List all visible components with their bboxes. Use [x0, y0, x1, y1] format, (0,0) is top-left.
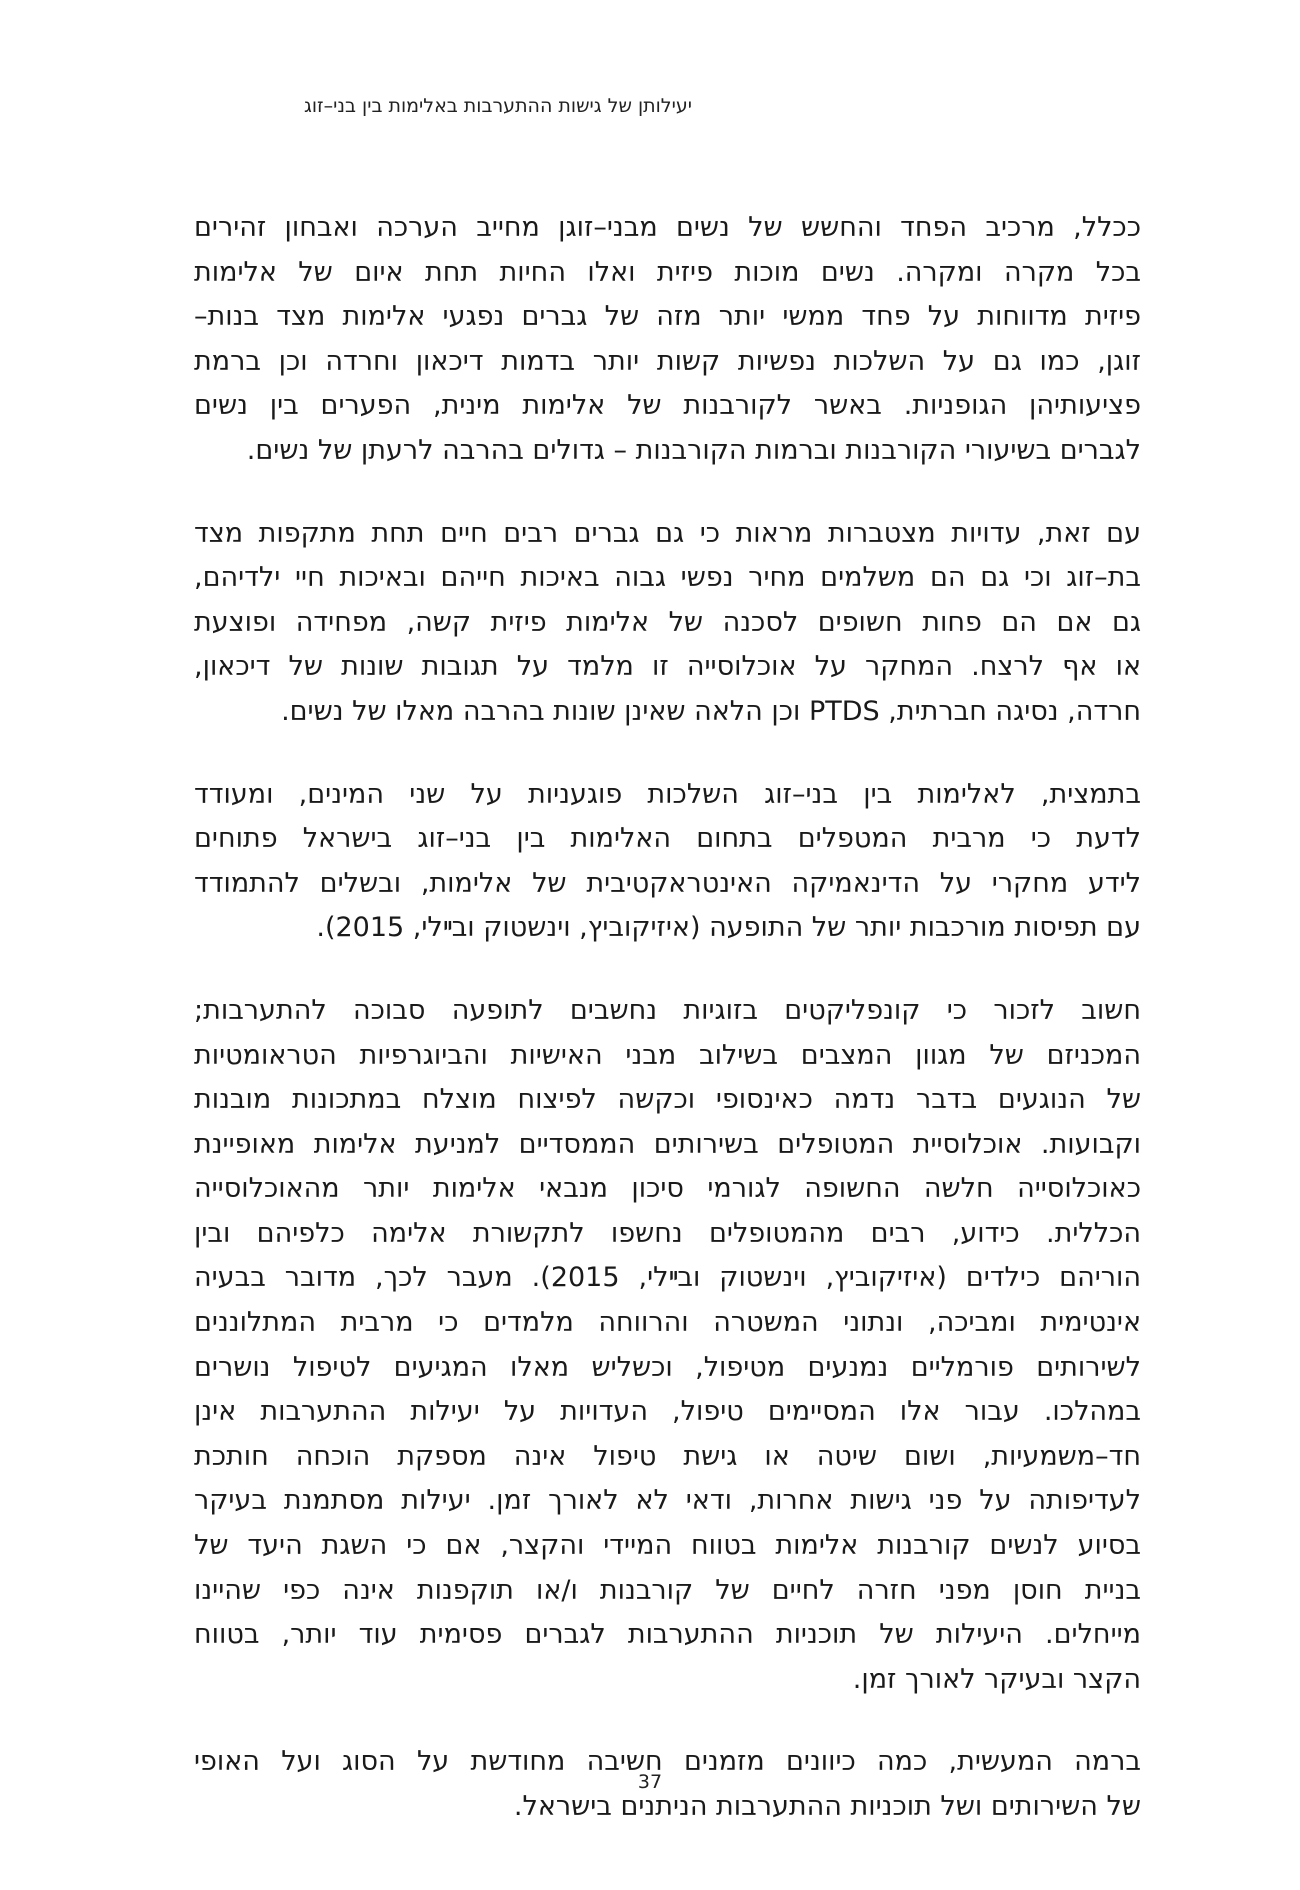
paragraph-2 [194, 512, 1141, 735]
text-line: לעדיפותה על פני גישות אחרות, ודאי לא לאורך זמן. יעילות מסתמנת בעיקר [194, 1485, 1141, 1517]
text-line: בת–זוג וכי גם הם משלמים מחיר נפשי גבוה באיכות חייהם ובאיכות חיי ילדיהם, [194, 562, 1141, 594]
text-line: פיזית מדווחות על פחד ממשי יותר מזה של גברים נפגעי אלימות מצד בנות– [194, 301, 1141, 333]
text-line: פציעותיהן הגופניות. באשר לקורבנות של אלימות מינית, הפערים בין נשים [194, 390, 1141, 422]
text-line: בניית חוסן מפני חזרה לחיים של קורבנות ו/או תוקפנות אינה כפי שהיינו [194, 1574, 1141, 1606]
text-line: במהלכו. עבור אלו המסיימים טיפול, העדויות על יעילות ההתערבות אינן [194, 1396, 1141, 1428]
text-line: או אף לרצח. המחקר על אוכלוסייה זו מלמד על תגובות שונות של דיכאון, [194, 651, 1141, 683]
text-line: הכללית. כידוע, רבים מהמטופלים נחשפו לתקשורת אלימה כלפיהם ובין [194, 1217, 1141, 1249]
text-line: חד–משמעיות, ושום שיטה או גישת טיפול אינה מספקת הוכחה חותכת [194, 1440, 1141, 1472]
body-text [194, 206, 1141, 1868]
text-line: חרדה, נסיגה חברתית, PTDS וכן הלאה שאינן שונות בהרבה מאלו של נשים. [281, 695, 1141, 727]
text-line: חשוב לזכור כי קונפליקטים בזוגיות נחשבים לתופעה סבוכה להתערבות; [194, 994, 1141, 1026]
text-line: וקבועות. אוכלוסיית המטופלים בשירותים הממסדיים למניעת אלימות מאופיינת [194, 1128, 1141, 1160]
text-line: הקצר ובעיקר לאורך זמן. [852, 1663, 1141, 1695]
text-line: עם תפיסות מורכבות יותר של התופעה (איזיקוביץ, וינשטוק ובײלי, 2015). [316, 912, 1141, 944]
paragraph-1 [194, 206, 1141, 474]
running-header: יעילותן של גישות ההתערבות באלימות בין בני–זוג [304, 95, 692, 117]
text-line: אינטימית ומביכה, ונתוני המשטרה והרווחה מלמדים כי מרבית המתלוננים [194, 1307, 1141, 1339]
text-line: בתמצית, לאלימות בין בני–זוג השלכות פוגעניות על שני המינים, ומעודד [194, 778, 1141, 810]
text-line: מייחלים. היעילות של תוכניות ההתערבות לגברים פסימית עוד יותר, בטווח [194, 1619, 1141, 1651]
text-line: בכל מקרה ומקרה. נשים מוכות פיזית ואלו החיות תחת איום של אלימות [194, 256, 1141, 288]
text-line: כאוכלוסייה חלשה החשופה לגורמי סיכון מנבאי אלימות יותר מהאוכלוסייה [194, 1173, 1141, 1205]
text-line: לידע מחקרי על הדינאמיקה האינטראקטיבית של אלימות, ובשלים להתמודד [194, 867, 1141, 899]
text-line: של השירותים ושל תוכניות ההתערבות הניתנים בישראל. [513, 1791, 1141, 1822]
text-line: עם זאת, עדויות מצטברות מראות כי גם גברים רבים חיים תחת מתקפות מצד [194, 517, 1141, 549]
paragraph-3 [194, 773, 1141, 951]
text-line: המכניזם של מגוון המצבים בשילוב מבני האישיות והביוגרפיות הטראומטיות [194, 1039, 1141, 1071]
text-line: של הנוגעים בדבר נדמה כאינסופי וכקשה לפיצוח מוצלח במתכונות מובנות [194, 1084, 1141, 1116]
paragraph-4 [194, 989, 1141, 1703]
page-number: 37 [637, 1771, 663, 1793]
text-line: ברמה המעשית, כמה כיוונים מזמנים חשיבה מחודשת על הסוג ועל האופי [194, 1746, 1141, 1778]
text-line: זוגן, כמו גם על השלכות נפשיות קשות יותר בדמות דיכאון וחרדה וכן ברמת [194, 345, 1141, 377]
text-line: ככלל, מרכיב הפחד והחשש של נשים מבני–זוגן מחייב הערכה ואבחון זהירים [194, 212, 1141, 243]
text-line: לגברים בשיעורי הקורבנות וברמות הקורבנות – גדולים בהרבה לרעתן של נשים. [246, 434, 1141, 466]
text-line: לדעת כי מרבית המטפלים בתחום האלימות בין בני–זוג בישראל פתוחים [194, 823, 1141, 855]
text-line: הוריהם כילדים (איזיקוביץ, וינשטוק ובײלי, 2015). מעבר לכך, מדובר בבעיה [194, 1262, 1141, 1294]
text-line: בסיוע לנשים קורבנות אלימות בטווח המיידי והקצר, אם כי השגת היעד של [194, 1530, 1141, 1562]
text-line: גם אם הם פחות חשופים לסכנה של אלימות פיזית קשה, מפחידה ופוצעת [194, 606, 1141, 638]
text-line: לשירותים פורמליים נמנעים מטיפול, וכשליש מאלו המגיעים לטיפול נושרים [194, 1351, 1141, 1383]
